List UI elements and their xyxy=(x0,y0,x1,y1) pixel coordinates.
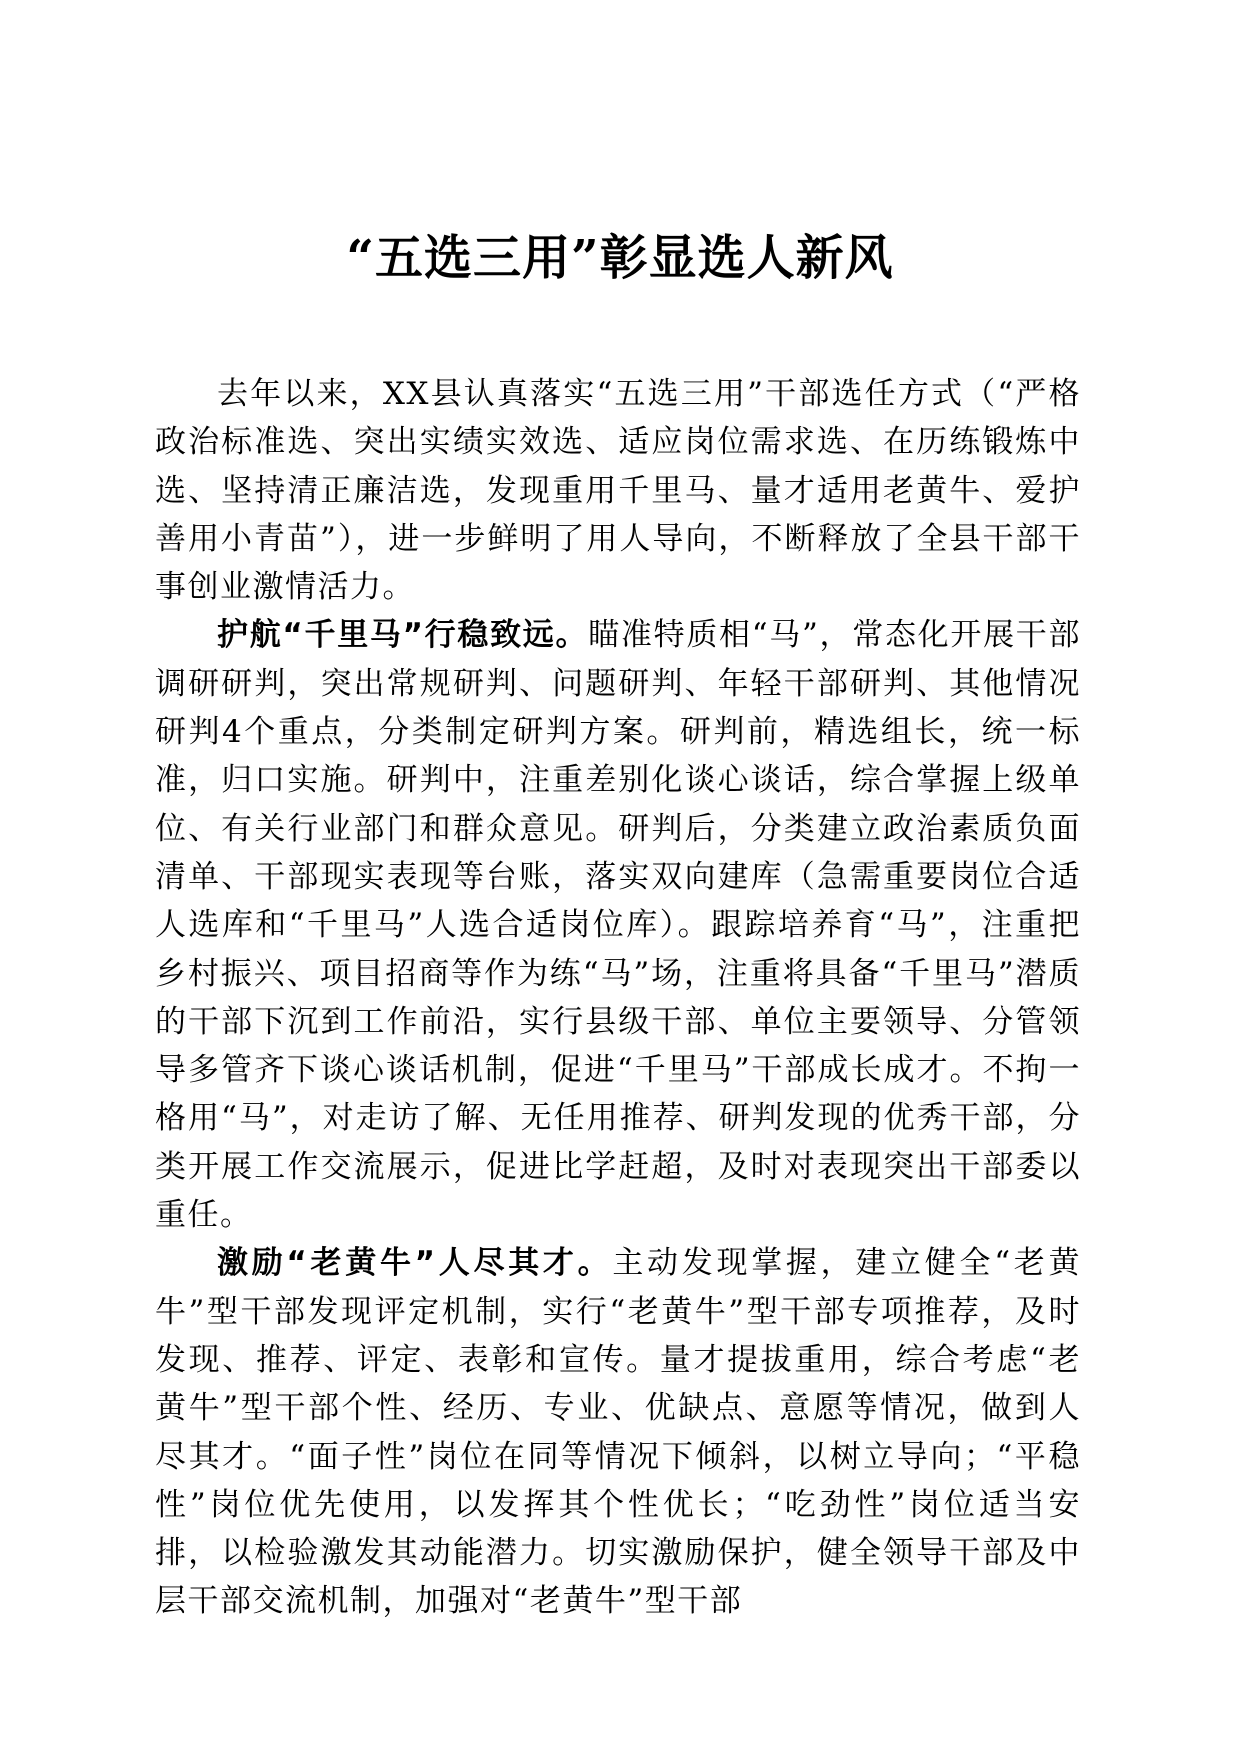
paragraph-text: 瞄准特质相“马”，常态化开展干部调研研判，突出常规研判、问题研判、年轻干部研判、其他情况研判4个重点，分类制定研判方案。研判前，精选组长，统一标准，归口实施。研判中，注重差别化谈心谈话，综合掌握上级单位、有关行业部门和群众意见。研判后，分类建立政治素质负面清单、干部现实表现等台账，落实双向建库（急需重要岗位合适人选库和“千里马”人选合适岗位库）。跟踪培养育“马”，注重把乡村振兴、项目招商等作为练“马”场，注重将具备“千里马”潜质的干部下沉到工作前沿，实行县级干部、单位主要领导、分管领导多管齐下谈心谈话机制，促进“千里马”干部成长成才。不拘一格用“马”，对走访了解、无任用推荐、研判发现的优秀干部，分类开展工作交流展示，促进比学赶超，及时对表现突出干部委以重任。 xyxy=(155,617,1081,1234)
paragraph-qianlima xyxy=(155,611,1081,1239)
paragraph-intro xyxy=(155,370,1081,611)
paragraph-laohuangniu xyxy=(155,1239,1081,1625)
paragraph-lead: 护航“千里马”行稳致远。 xyxy=(217,617,589,654)
document-title: “五选三用”彰显选人新风 xyxy=(346,230,894,286)
paragraph-lead: 激励“老黄牛”人尽其才。 xyxy=(217,1245,613,1282)
paragraph-text: 去年以来，XX县认真落实“五选三用”干部选任方式（“严格政治标准选、突出实绩实效选、适应岗位需求选、在历练锻炼中选、坚持清正廉洁选，发现重用千里马、量才适用老黄牛、爱护善用小青苗”），进一步鲜明了用人导向，不断释放了全县干部干事创业激情活力。 xyxy=(155,376,1081,606)
document-body xyxy=(155,370,1081,1626)
paragraph-text: 主动发现掌握，建立健全“老黄牛”型干部发现评定机制，实行“老黄牛”型干部专项推荐，及时发现、推荐、评定、表彰和宣传。量才提拔重用，综合考虑“老黄牛”型干部个性、经历、专业、优缺点、意愿等情况，做到人尽其才。“面子性”岗位在同等情况下倾斜，以树立导向；“平稳性”岗位优先使用，以发挥其个性优长；“吃劲性”岗位适当安排，以检验激发其动能潜力。切实激励保护，健全领导干部及中层干部交流机制，加强对“老黄牛”型干部 xyxy=(155,1245,1081,1620)
